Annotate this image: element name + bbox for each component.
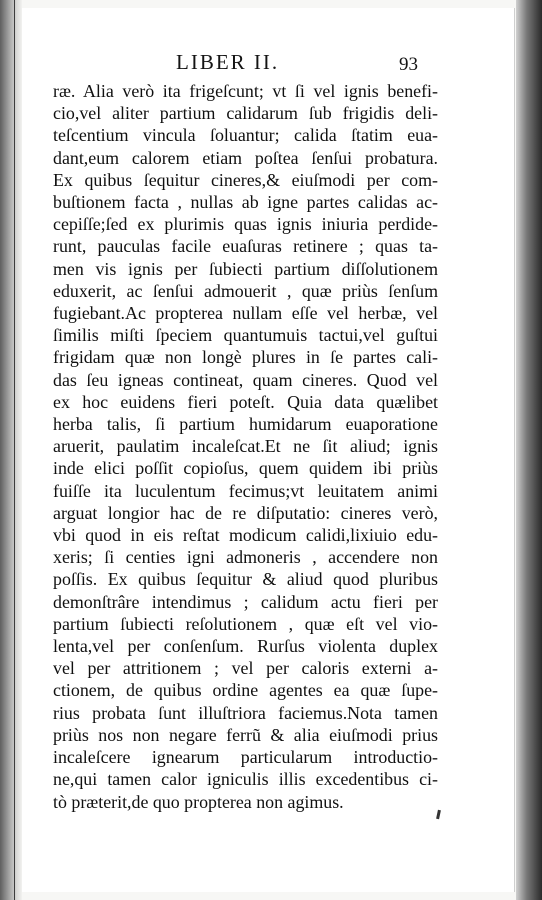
text-line: ex hoc euidens fieri poteſt. Quia data quælibet [53,391,438,412]
text-line: ne,qui tamen calor igniculis illis excedentibus ci- [53,769,438,790]
text-line: fuiſſe ita luculentum fecimus;vt leuitatem animi [53,480,438,501]
text-line: das ſeu igneas contineat, quam cineres. Quod vel [53,369,438,390]
text-line: teſcentium vincula ſoluantur; calida ſtatim eua- [53,125,438,146]
text-line: ctionem, de quibus ordine agentes ea quæ ſupe- [53,680,438,701]
text-line: frigidam quæ non longè plures in ſe partes cali- [53,347,438,368]
running-head: LIBER II. [176,50,280,74]
text-line: eduxerit, ac ſenſui admouerit , quæ priùs ſenſum [53,280,438,301]
text-line: herba talis, ſi partium humidarum euaporatione [53,414,438,435]
book-gutter [0,0,22,900]
text-line: xeris; ſi centies igni admoneris , accendere non [53,547,438,568]
gutter-fold-line [14,0,15,900]
text-line: runt, pauculas facile euaſuras retinere ; quas ta- [53,236,438,257]
text-line: lenta,vel per conſenſum. Rurſus violenta duplex [53,636,438,657]
text-line: partium ſubiecti reſolutionem , quæ eſt vel vio- [53,613,438,634]
text-line: inde elici poſſit copioſus, quem quidem ibi priùs [53,458,438,479]
page-header [0,50,542,80]
page-number: 93 [399,54,418,75]
text-line: arguat longior hac de re diſputatio: cineres verò, [53,502,438,523]
body-text [53,80,438,813]
text-line: tò præterit,de quo propterea non agimus. [53,791,344,812]
text-line: demonſtrâre intendimus ; calidum actu fieri per [53,591,438,612]
text-line: ſimilis miſti ſpeciem quantumuis tactui,vel guſtui [53,325,438,346]
text-line: rius probata ſunt illuſtriora faciemus.Nota tamen [53,702,438,723]
text-line: poſſis. Ex quibus ſequitur & aliud quod pluribus [53,569,438,590]
text-line: incaleſcere ignearum particularum introductio- [53,747,438,768]
text-line: cio,vel aliter partium calidarum ſub frigidis deli- [53,103,438,124]
text-line: fugiebant.Ac propterea nullam eſſe vel herbæ, vel [53,303,438,324]
text-line: dant,eum calorem etiam poſtea ſenſui probatura. [53,147,438,168]
text-line: cepiſſe;ſed ex plurimis quas ignis iniuria perdide- [53,214,438,235]
text-line: buſtionem facta , nullas ab igne partes calidas ac- [53,192,438,213]
text-line: priùs nos non negare ferrũ & alia eiuſmodi prius [53,724,438,745]
text-line: men vis ignis per ſubiecti partium diſſolutionem [53,258,438,279]
text-line: Ex quibus ſequitur cineres,& eiuſmodi per com- [53,169,438,190]
page-edge-shadow [516,0,542,900]
text-line: ræ. Alia verò ita frigeſcunt; vt ſi vel ignis benefi- [53,81,438,101]
text-line: vel per attritionem ; vel per caloris externi a- [53,658,438,679]
text-line: aruerit, paulatim incaleſcat.Et ne ſit aliud; ignis [53,436,438,457]
text-line: vbi quod in eis reſtat modicum calidi,lixiuio edu- [53,525,438,546]
